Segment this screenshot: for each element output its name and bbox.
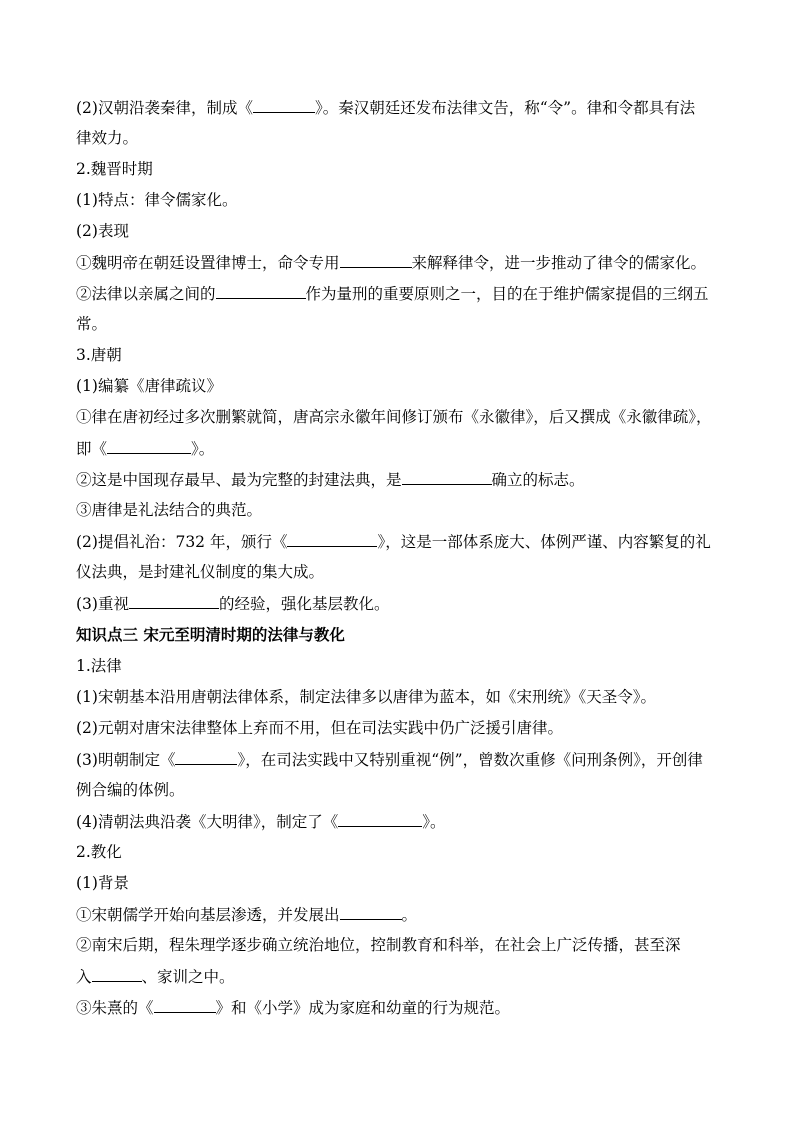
text-line: ①宋朝儒学开始向基层渗透，并发展出 。 (76, 903, 417, 926)
text-line: 入 、家训之中。 (76, 965, 235, 988)
text-line: (1)背景 (76, 874, 129, 892)
text-line: ③唐律是礼法结合的典范。 (76, 501, 263, 519)
fill-blank (129, 592, 219, 609)
text-line: ②法律以亲属之间的 作为量刑的重要原则之一，目的在于维护儒家提倡的三纲五 (76, 282, 709, 305)
fill-blank (338, 810, 422, 827)
text-line: 例合编的体例。 (76, 781, 185, 799)
text-line: ②这是中国现存最早、最为完整的封建法典，是 确立的标志。 (76, 468, 585, 491)
fill-blank (107, 437, 191, 454)
text-line: (1)编纂《唐律疏议》 (76, 377, 222, 395)
fill-blank (253, 96, 315, 113)
text-line: (2)元朝对唐宋法律整体上弃而不用，但在司法实践中仍广泛援引唐律。 (76, 719, 563, 737)
text-line: ①律在唐初经过多次删繁就简，唐高宗永徽年间修订颁布《永徽律》，后又撰成《永徽律疏》， (76, 408, 712, 426)
fill-blank (340, 903, 402, 920)
section-heading: 1.法律 (76, 657, 122, 675)
fill-blank (340, 251, 412, 268)
text-line: (2)汉朝沿袭秦律，制成《 》。秦汉朝廷还发布法律文告，称“令”。律和令都具有法 (76, 96, 695, 119)
text-line: (1)宋朝基本沿用唐朝法律体系，制定法律多以唐律为蓝本，如《宋刑统》《天圣令》。 (76, 688, 656, 706)
text-line: 常。 (76, 315, 108, 333)
text-line: ①魏明帝在朝廷设置律博士，命令专用 来解释律令，进一步推动了律令的儒家化。 (76, 251, 706, 274)
text-line: (3)重视 的经验，强化基层教化。 (76, 592, 389, 615)
fill-blank (175, 748, 237, 765)
text-line: ②南宋后期，程朱理学逐步确立统治地位，控制教育和科举，在社会上广泛传播，甚至深 (76, 936, 681, 954)
fill-blank (287, 530, 377, 547)
text-line: (2)表现 (76, 222, 129, 240)
fill-blank (402, 468, 492, 485)
section-heading: 3.唐朝 (76, 346, 122, 364)
text-line: (1)特点：律令儒家化。 (76, 191, 238, 209)
fill-blank (216, 282, 306, 299)
text-line: (4)清朝法典沿袭《大明律》，制定了《 》。 (76, 810, 445, 833)
text-line: 律效力。 (76, 129, 139, 147)
section-heading: 2.教化 (76, 843, 122, 861)
text-line: 仪法典，是封建礼仪制度的集大成。 (76, 563, 325, 581)
text-line: ③朱熹的《 》和《小学》成为家庭和幼童的行为规范。 (76, 996, 510, 1019)
fill-blank (92, 965, 142, 982)
knowledge-point-heading: 知识点三 宋元至明清时期的法律与教化 (76, 626, 345, 644)
section-heading: 2.魏晋时期 (76, 160, 153, 178)
text-line: (2)提倡礼治：732 年，颁行《 》，这是一部体系庞大、体例严谨、内容繁复的礼 (76, 530, 711, 553)
fill-blank (154, 996, 216, 1013)
text-line: (3)明朝制定《 》，在司法实践中又特别重视“例”，曾数次重修《问刑条例》，开创律 (76, 748, 703, 771)
text-line: 即《 》。 (76, 437, 214, 460)
